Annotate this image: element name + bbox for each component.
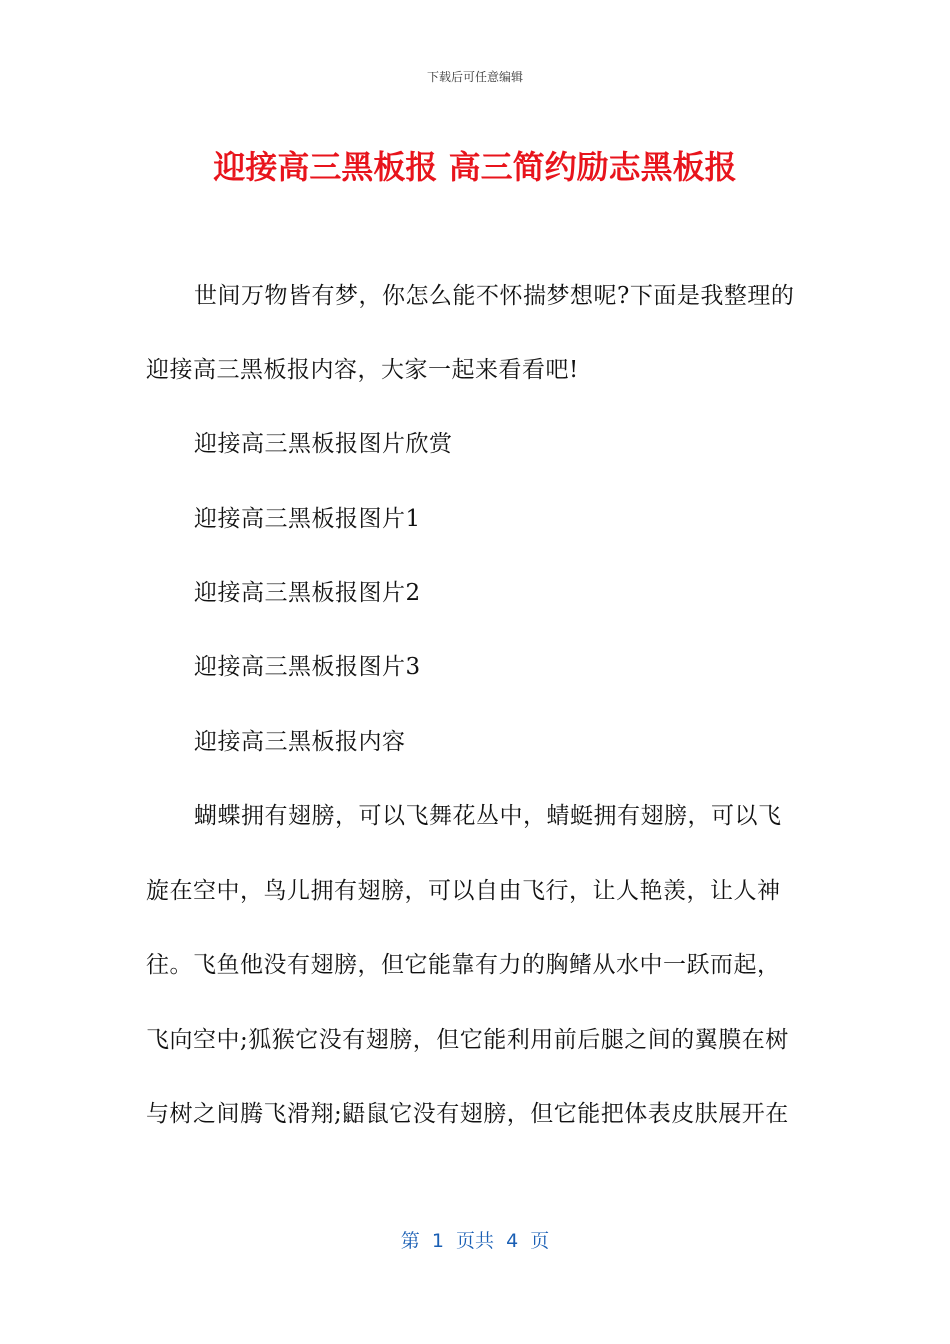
paragraph-line: 迎接高三黑板报图片欣赏 — [194, 431, 453, 457]
document-title: 迎接高三黑板报 高三简约励志黑板报 — [213, 148, 737, 186]
paragraph-line: 迎接高三黑板报图片3 — [194, 654, 421, 680]
paragraph-line: 飞向空中;狐猴它没有翅膀，但它能利用前后腿之间的翼膜在树 — [146, 1027, 789, 1053]
paragraph-line: 迎接高三黑板报图片2 — [194, 580, 421, 606]
paragraph-line: 蝴蝶拥有翅膀，可以飞舞花丛中，蜻蜓拥有翅膀，可以飞 — [194, 803, 782, 829]
paragraph-line: 迎接高三黑板报内容 — [194, 729, 406, 755]
paragraph-line: 世间万物皆有梦，你怎么能不怀揣梦想呢?下面是我整理的 — [194, 283, 795, 309]
header-note: 下载后可任意编辑 — [426, 70, 523, 84]
paragraph-line: 迎接高三黑板报图片1 — [194, 506, 421, 532]
paragraph-line: 迎接高三黑板报内容，大家一起来看看吧! — [146, 357, 579, 383]
paragraph-line: 与树之间腾飞滑翔;鼯鼠它没有翅膀，但它能把体表皮肤展开在 — [146, 1101, 789, 1127]
paragraph-line: 往。飞鱼他没有翅膀，但它能靠有力的胸鳍从水中一跃而起， — [146, 952, 781, 978]
page-number: 第 1 页共 4 页 — [400, 1230, 550, 1252]
paragraph-line: 旋在空中，鸟儿拥有翅膀，可以自由飞行，让人艳羡，让人神 — [146, 878, 781, 904]
